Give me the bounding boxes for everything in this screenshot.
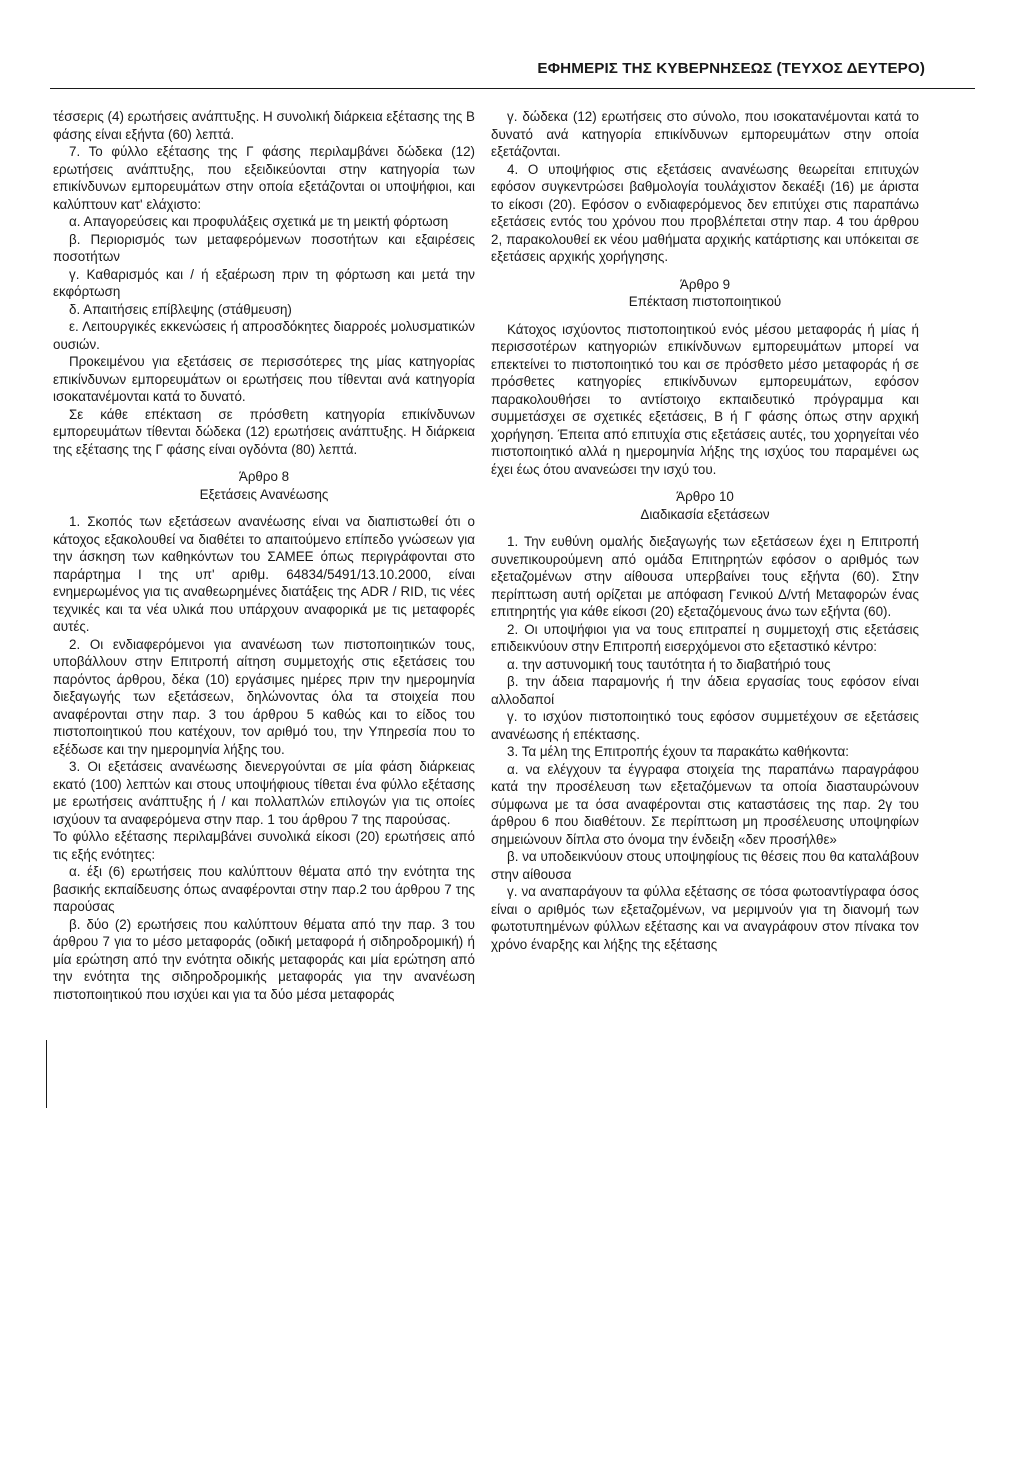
article-10-subtitle: Διαδικασία εξετάσεων <box>640 506 770 522</box>
list-item: α. έξι (6) ερωτήσεις που καλύπτουν θέματα από την ενότητα της βασικής εκπαίδευσης όπως αναφέρονται στην παρ.2 του άρθρου 7 της παρούσας <box>53 864 475 914</box>
paragraph: 4. Ο υποψήφιος στις εξετάσεις ανανέωσης θεωρείται επιτυχών εφόσον συγκεντρώσει βαθμολογία τουλάχιστον δεκαέξι (16) με άριστα το είκοσι (20). Εφόσον ο ενδιαφερόμενος δεν επιτύχει στις παραπάνω εξετάσεις εντός του χρόνου που προβλέπεται στην παρ. 4 του άρθρου 2, παρακολουθεί εκ νέου μαθήματα αρχικής κατάρτισης και υπόκειται σε εξετάσεις αρχικής χορήγησης. <box>491 161 919 264</box>
article-9-title: Άρθρο 9 <box>679 276 731 292</box>
article-10-title: Άρθρο 10 <box>676 489 734 504</box>
list-item: β. Περιορισμός των μεταφερόμενων ποσοτήτων και εξαιρέσεις ποσοτήτων <box>53 231 475 264</box>
left-column <box>53 108 475 1003</box>
list-item: β. να υποδεικνύουν στους υποψηφίους τις θέσεις που θα καταλάβουν στην αίθουσα <box>491 849 919 882</box>
article-8-title: Άρθρο 8 <box>238 469 290 484</box>
list-item: β. την άδεια παραμονής ή την άδεια εργασίας τους εφόσον είναι αλλοδαποί <box>491 674 919 707</box>
list-item: γ. δώδεκα (12) ερωτήσεις στο σύνολο, που ισοκατανέμονται κατά το δυνατό ανά κατηγορία επικίνδυνων εμπορευμάτων στην οποία εξετάζονται. <box>491 109 919 159</box>
paragraph: 7. Το φύλλο εξέτασης της Γ φάσης περιλαμβάνει δώδεκα (12) ερωτήσεις ανάπτυξης, που εξειδικεύονται στην κατηγορία των επικίνδυνων εμπορευμάτων στην οποία εξετάζονται οι υποψήφιοι, και καλύπτουν κατ' ελάχιστο: <box>53 144 475 212</box>
page-header-title: ΕΦΗΜΕΡΙΣ ΤΗΣ ΚΥΒΕΡΝΗΣΕΩΣ (ΤΕΥΧΟΣ ΔΕΥΤΕΡΟ) <box>537 60 925 77</box>
paragraph: Το φύλλο εξέτασης περιλαμβάνει συνολικά είκοσι (20) ερωτήσεις από τις εξής ενότητες: <box>53 829 475 862</box>
list-item: β. δύο (2) ερωτήσεις που καλύπτουν θέματα από την παρ. 3 του άρθρου 7 για το μέσο μεταφοράς (οδική μεταφορά ή σιδηροδρομική) ή μία ερώτηση από την ενότητα οδικής μεταφοράς και μία ερώτηση από την ενότητα της σιδηροδρομικής μεταφοράς για την ανανέωση πιστοποιητικού που ισχύει και για τα δύο μέσα μεταφοράς <box>53 916 475 1002</box>
list-item: ε. Λειτουργικές εκκενώσεις ή απροσδόκητες διαρροές μολυσματικών ουσιών. <box>53 319 475 352</box>
margin-rule <box>46 1040 47 1108</box>
list-item: γ. Καθαρισμός και / ή εξαέρωση πριν τη φόρτωση και μετά την εκφόρτωση <box>53 266 475 299</box>
paragraph: 1. Την ευθύνη ομαλής διεξαγωγής των εξετάσεων έχει η Επιτροπή συνεπικουρούμενη από ομάδα Επιτηρητών εφόσον ο αριθμός των εξεταζομένων στην αίθουσα υπερβαίνει τους εξήντα (60). Στην περίπτωση αυτή ορίζεται με απόφαση Γενικού Δ/ντή Μεταφορών ένας επιτηρητής για κάθε είκοσι (20) εξεταζόμενους άνω των εξήντα (60). <box>491 534 919 619</box>
article-8-subtitle: Εξετάσεις Ανανέωσης <box>199 486 329 502</box>
list-item: α. Απαγορεύσεις και προφυλάξεις σχετικά με τη μεικτή φόρτωση <box>69 214 449 229</box>
list-item: α. να ελέγχουν τα έγγραφα στοιχεία της παραπάνω παραγράφου κατά την προσέλευση των εξεταζόμενων τα οποία διασταυρώνουν σύμφωνα με τα όσα αναφέρονται στις καταστάσεις της παρ. 2γ του άρθρου 6 που διαθέτουν. Σε περίπτωση μη προσέλευσης υποψηφίων σημειώνουν δίπλα στο όνομα την ένδειξη «δεν προσήλθε» <box>491 761 919 847</box>
paragraph: 2. Οι υποψήφιοι για να τους επιτραπεί η συμμετοχή στις εξετάσεις επιδεικνύουν στην Επιτροπή εισερχόμενοι στο εξεταστικό κέντρο: <box>491 621 919 654</box>
header-rule <box>50 88 975 89</box>
paragraph: 2. Οι ενδιαφερόμενοι για ανανέωση των πιστοποιητικών τους, υποβάλλουν στην Επιτροπή αίτηση συμμετοχής στις εξετάσεις του παρόντος άρθρου, δέκα (10) εργάσιμες ημέρες πριν την ημερομηνία διεξαγωγής των εξετάσεων, δηλώνοντας όλα τα στοιχεία που αναφέρονται στην παρ. 3 του άρθρου 5 καθώς και το είδος του πιστοποιητικού που κατέχουν, τον αριθμό του, την Υπηρεσία που το εξέδωσε και την ημερομηνία λήξης του. <box>53 636 475 757</box>
list-item: γ. το ισχύον πιστοποιητικό τους εφόσον συμμετέχουν σε εξετάσεις ανανέωσης ή επέκτασης. <box>491 709 919 742</box>
list-item: α. την αστυνομική τους ταυτότητα ή το διαβατήριό τους <box>507 656 831 672</box>
paragraph: 1. Σκοπός των εξετάσεων ανανέωσης είναι να διαπιστωθεί ότι ο κάτοχος εξακολουθεί να διαθέτει το απαιτούμενο επίπεδο γνώσεων για την άσκηση των καθηκόντων του ΣΑΜΕΕ όπως περιγράφονται στο παράρτημα Ι της υπ' αριθμ. 64834/5491/13.10.2000, είναι ενημερωμένος για τις αναθεωρημένες διατάξεις της ADR / RID, τις νέες τεχνικές και τα νέα υλικά που υπάρχουν αναφορικά με τις μεταφορές αυτές. <box>53 514 475 634</box>
list-item: δ. Απαιτήσεις επίβλεψης (στάθμευση) <box>69 301 292 317</box>
paragraph: τέσσερις (4) ερωτήσεις ανάπτυξης. Η συνολική διάρκεια εξέτασης της Β φάσης είναι εξήντα (60) λεπτά. <box>53 109 475 142</box>
paragraph: 3. Τα μέλη της Επιτροπής έχουν τα παρακάτω καθήκοντα: <box>507 744 849 759</box>
paragraph: Προκειμένου για εξετάσεις σε περισσότερες της μίας κατηγορίας επικίνδυνων εμπορευμάτων οι ερωτήσεις που τίθενται ανά κατηγορία ισοκατανέμονται κατά το δυνατό. <box>53 354 475 404</box>
paragraph: Σε κάθε επέκταση σε πρόσθετη κατηγορία επικίνδυνων εμπορευμάτων τίθενται δώδεκα (12) ερωτήσεις ανάπτυξης. Η διάρκεια της εξέτασης της Γ φάσης είναι ογδόντα (80) λεπτά. <box>53 406 475 457</box>
right-column <box>491 108 919 953</box>
article-9-subtitle: Επέκταση πιστοποιητικού <box>628 294 782 309</box>
paragraph: 3. Οι εξετάσεις ανανέωσης διενεργούνται σε μία φάση διάρκειας εκατό (100) λεπτών και στους υποψήφιους τίθεται ένα φύλλο εξέτασης με ερωτήσεις ανάπτυξης ή / και πολλαπλών επιλογών για τις οποίες ισχύουν τα αναφερόμενα στην παρ. 1 του άρθρου 7 της παρούσας. <box>53 759 475 827</box>
paragraph: Κάτοχος ισχύοντος πιστοποιητικού ενός μέσου μεταφοράς ή μίας ή περισσοτέρων κατηγοριών επικίνδυνων εμπορευμάτων μπορεί να επεκτείνει το πιστοποιητικό του και σε πρόσθετο μέσο μεταφοράς ή σε πρόσθετες κατηγορίες επικίνδυνων εμπορευμάτων, εφόσον παρακολουθήσει το αντίστοιχο εκπαιδευτικό πρόγραμμα και συμμετάσχει σε σχετικές εξετάσεις, Β ή Γ φάσης όπως στην αρχική χορήγηση. Έπειτα από επιτυχία στις εξετάσεις αυτές, του χορηγείται νέο πιστοποιητικό αλλά η ημερομηνία λήξης της ισχύος του παραμένει ως έχει έως ότου ανανεώσει την ισχύ του. <box>491 321 919 477</box>
list-item: γ. να αναπαράγουν τα φύλλα εξέτασης σε τόσα φωτοαντίγραφα όσος είναι ο αριθμός των εξεταζομένων, να μεριμνούν για τη διανομή των φωτοτυπημένων φύλλων εξέτασης και να αναγράφουν στον πίνακα τον χρόνο έναρξης και λήξης της εξέτασης <box>491 884 919 952</box>
